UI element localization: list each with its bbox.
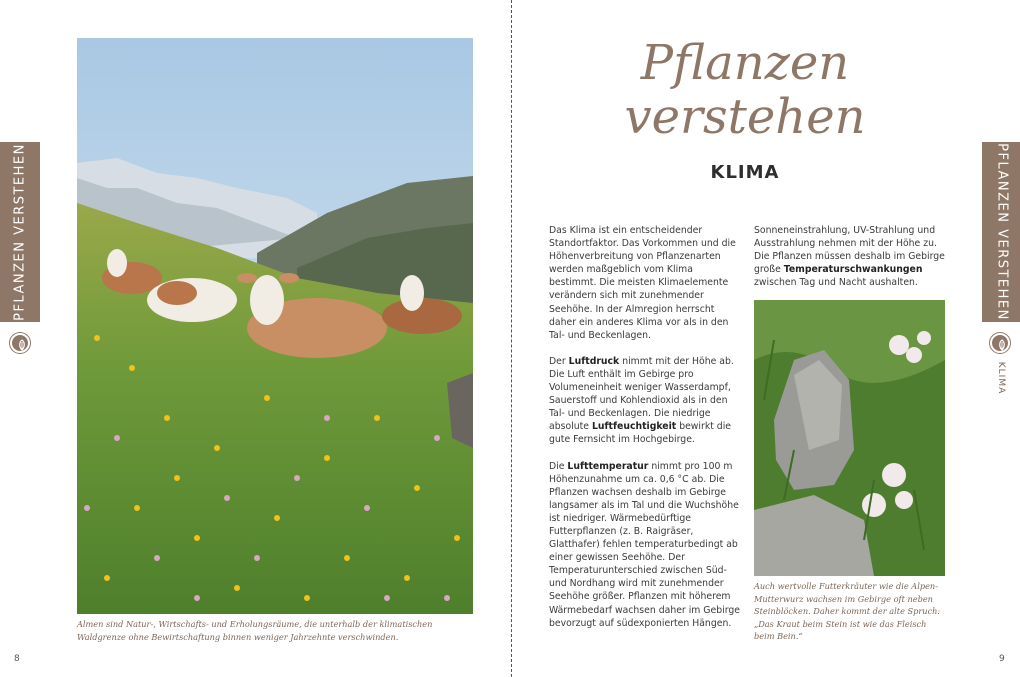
text-column-2	[754, 224, 949, 302]
right-side-tab-label: PFLANZEN VERSTEHEN	[994, 143, 1010, 321]
page-title	[600, 36, 890, 144]
alpine-meadow-cows-photo	[77, 38, 473, 614]
right-side-section-label: KLIMA	[996, 361, 1006, 395]
leaf-emblem-icon	[10, 333, 30, 353]
left-side-tab-label: PFLANZEN VERSTEHEN	[12, 143, 28, 321]
left-side-tab	[0, 142, 40, 322]
main-photo-caption: Almen sind Natur-, Wirtschafts- und Erholungsräume, die unterhalb der klimatischen Waldgrenze ohne Bewirtschaftung binnen weniger Jahrzehnte verschwinden.	[77, 619, 433, 642]
leaf-emblem-icon	[990, 333, 1010, 353]
title-line-1: Pflanzen	[640, 35, 850, 91]
text-column-1	[549, 224, 741, 643]
paragraph-air-pressure: Der Luftdruck nimmt mit der Höhe ab. Die Luft enthält im Gebirge pro Volumeneinheit weniger Wasserdampf, Sauerstoff und Kohlendioxid als in den Tal- und Beckenlagen. Die niedrige absolute Luftfeuchtigkeit bewirkt die gute Fernsicht im Hochgebirge.	[549, 355, 734, 446]
left-page-number: 8	[14, 654, 20, 664]
page-fold-line	[511, 0, 512, 677]
paragraph-air-temperature: Die Lufttemperatur nimmt pro 100 m Höhenzunahme um ca. 0,6 °C ab. Die Pflanzen wachsen deshalb im Gebirge langsamer als im Tal und die Wuchshöhe ist niedriger. Wärmebedürftige Futterpflanzen (z. B. Raigräser, Glatthafer) fehlen temperaturbedingt ab einer gewissen Seehöhe. Der Temperaturunterschied zwischen Süd- und Nordhang wird mit zunehmender Seehöhe größer. Pflanzen mit höherem Wärmebedarf wachsen daher im Gebirge bevorzugt auf südexponierten Hängen.	[549, 460, 740, 629]
right-page-number: 9	[999, 654, 1005, 664]
section-subtitle: KLIMA	[710, 162, 780, 183]
small-photo-caption: Auch wertvolle Futterkräuter wie die Alpen-Mutterwurz wachsen im Gebirge oft neben Steinblöcken. Daher kommt der alte Spruch: „Das Kraut beim Stein ist wie das Fleisch beim Bein.“	[754, 581, 941, 641]
title-line-2: verstehen	[624, 89, 866, 145]
right-side-tab	[982, 142, 1020, 322]
rock-with-herbs-photo	[754, 300, 945, 576]
paragraph-climate-intro: Das Klima ist ein entscheidender Standortfaktor. Das Vorkommen und die Höhenverbreitung von Pflanzenarten werden maßgeblich vom Klima bestimmt. Die meisten Klimaelemente verändern sich mit zunehmender Seehöhe. In der Almregion herrscht daher ein anderes Klima vor als in den Tal- und Beckenlagen.	[549, 225, 736, 341]
paragraph-radiation: Sonneneinstrahlung, UV-Strahlung und Ausstrahlung nehmen mit der Höhe zu. Die Pflanzen müssen deshalb im Gebirge große Temperaturschwankungen zwischen Tag und Nacht aushalten.	[754, 225, 945, 289]
